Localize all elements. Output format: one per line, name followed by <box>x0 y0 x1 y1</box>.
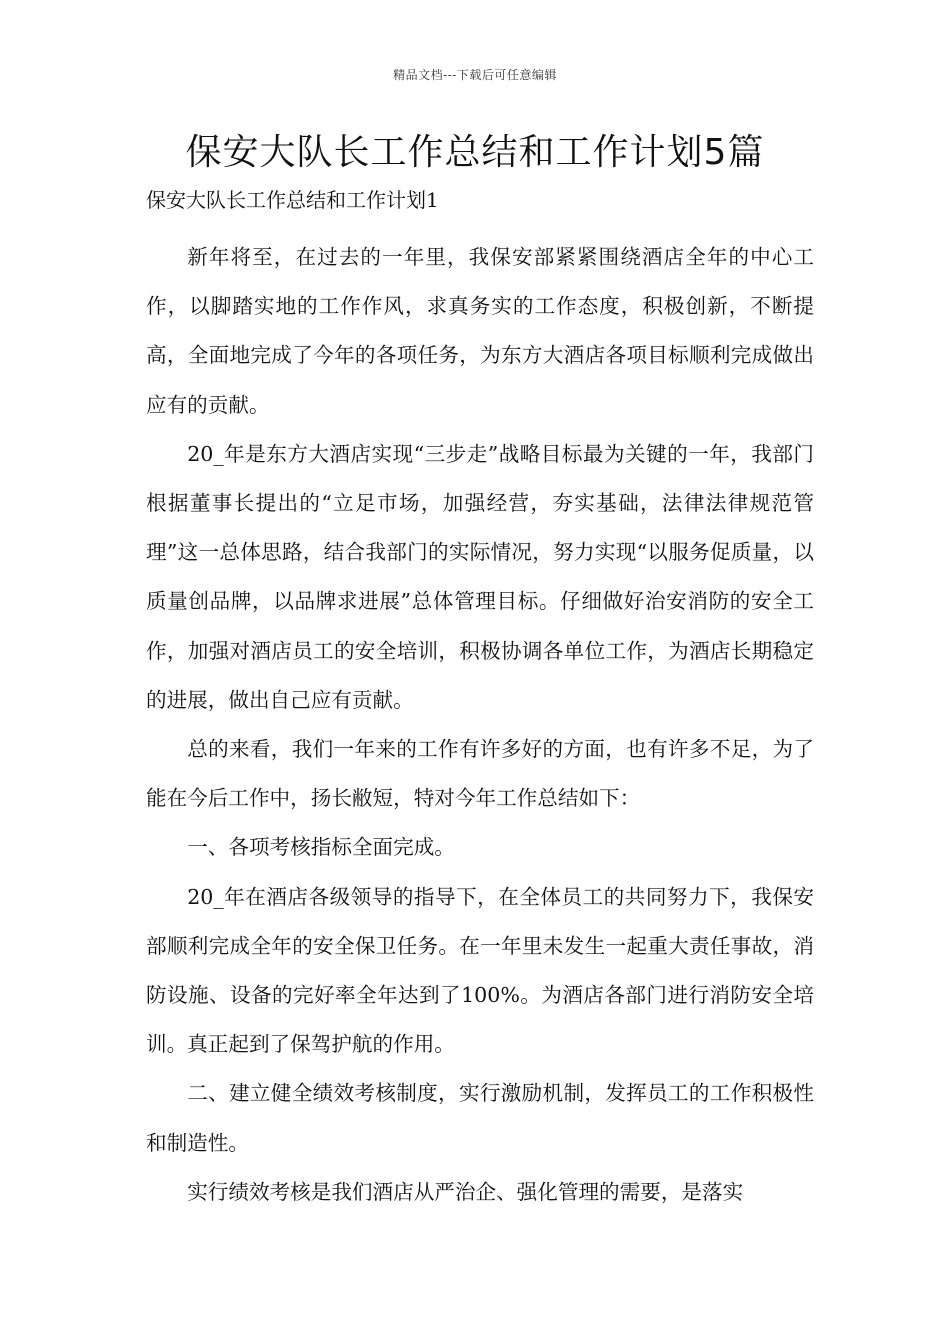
paragraph: 总的来看，我们一年来的工作有许多好的方面，也有许多不足，为了能在今后工作中，扬长敝短，特对今年工作总结如下： <box>146 737 814 811</box>
section-subtitle: 保安大队长工作总结和工作计划1 <box>146 188 439 212</box>
paragraph: 新年将至，在过去的一年里，我保安部紧紧围绕酒店全年的中心工作，以脚踏实地的工作作风，求真务实的工作态度，积极创新，不断提高，全面地完成了今年的各项任务，为东方大酒店各项目标顺利完成做出应有的贡献。 <box>146 245 814 417</box>
header-note: 精品文档---下载后可任意编辑 <box>393 68 557 82</box>
document-title: 保安大队长工作总结和工作计划5篇 <box>185 132 765 173</box>
paragraph: 20_年在酒店各级领导的指导下，在全体员工的共同努力下，我保安部顺利完成全年的安全保卫任务。在一年里未发生一起重大责任事故，消防设施、设备的完好率全年达到了100%。为酒店各部门进行消防安全培训。真正起到了保驾护航的作用。 <box>146 884 814 1057</box>
section-heading: 一、各项考核指标全面完成。 <box>187 835 455 860</box>
section-heading: 二、建立健全绩效考核制度，实行激励机制，发挥员工的工作积极性和制造性。 <box>146 1081 814 1155</box>
document-body <box>146 233 814 1217</box>
paragraph: 20_年是东方大酒店实现“三步走”战略目标最为关键的一年，我部门根据董事长提出的“立足市场，加强经营，夯实基础，法律法律规范管理”这一总体思路，结合我部门的实际情况，努力实现“以服务促质量，以质量创品牌，以品牌求进展”总体管理目标。仔细做好治安消防的安全工作，加强对酒店员工的安全培训，积极协调各单位工作，为酒店长期稳定的进展，做出自己应有贡献。 <box>146 441 814 712</box>
paragraph: 实行绩效考核是我们酒店从严治企、强化管理的需要，是落实 <box>187 1179 744 1204</box>
